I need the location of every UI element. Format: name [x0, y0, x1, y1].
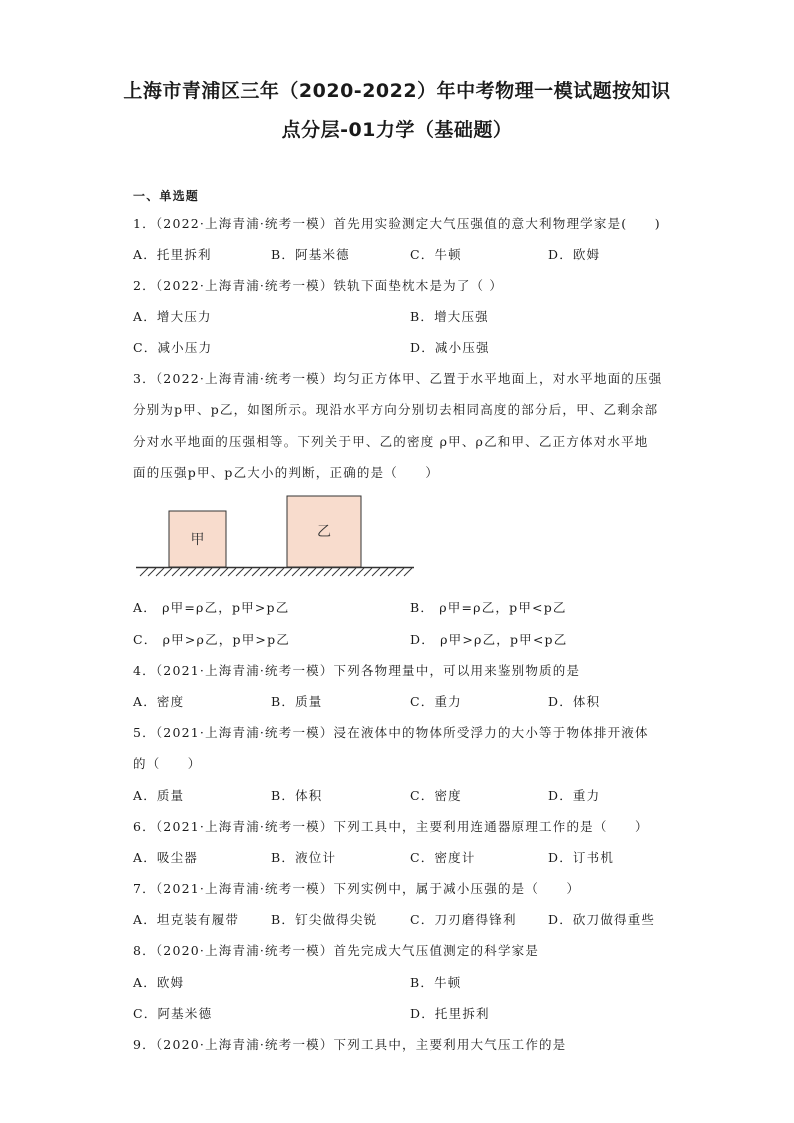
- question-5-stem-line-1: 5．（2021·上海青浦·统考一模）浸在液体中的物体所受浮力的大小等于物体排开液体: [133, 725, 649, 740]
- question-3-option-d: D． ρ甲>ρ乙，p甲<p乙: [410, 632, 568, 647]
- cube-yi-label: 乙: [317, 524, 331, 540]
- question-4-option-c: C．重力: [410, 694, 462, 709]
- question-6-option-b: B．液位计: [271, 850, 337, 865]
- cube-jia-label: 甲: [190, 532, 205, 548]
- question-3-option-a: A． ρ甲=ρ乙，p甲>p乙: [133, 600, 290, 615]
- question-6-option-c: C．密度计: [410, 850, 476, 865]
- question-7-option-c: C．刀刃磨得锋利: [410, 912, 517, 927]
- question-2-option-b: B．增大压强: [410, 309, 489, 324]
- question-7-stem: 7．（2021·上海青浦·统考一模）下列实例中，属于减小压强的是（ ）: [133, 881, 581, 896]
- question-5-option-d: D．重力: [548, 788, 601, 803]
- cubes-figure: [136, 495, 416, 577]
- question-3-stem-line-1: 3．（2022·上海青浦·统考一模）均匀正方体甲、乙置于水平地面上，对水平地面的压强: [133, 371, 663, 386]
- question-1-option-a: A．托里拆利: [133, 247, 212, 262]
- document-title-line-1: 上海市青浦区三年（2020-2022）年中考物理一模试题按知识: [123, 80, 671, 102]
- question-9-stem: 9．（2020·上海青浦·统考一模）下列工具中，主要利用大气压工作的是: [133, 1037, 567, 1052]
- question-7-option-b: B．钉尖做得尖锐: [271, 912, 378, 927]
- question-2-stem: 2．（2022·上海青浦·统考一模）铁轨下面垫枕木是为了（ ）: [133, 278, 504, 293]
- question-5-option-b: B．体积: [271, 788, 323, 803]
- question-6-stem: 6．（2021·上海青浦·统考一模）下列工具中，主要利用连通器原理工作的是（ ）: [133, 819, 649, 834]
- question-6-option-d: D．订书机: [548, 850, 615, 865]
- question-5-option-a: A．质量: [133, 788, 185, 803]
- question-1-option-b: B．阿基米德: [271, 247, 350, 262]
- question-3-stem-line-4: 面的压强p甲、p乙大小的判断，正确的是（ ）: [133, 465, 440, 480]
- question-3-stem-line-3: 分对水平地面的压强相等。下列关于甲、乙的密度 ρ甲、ρ乙和甲、乙正方体对水平地: [133, 434, 649, 449]
- question-7-option-d: D．砍刀做得重些: [548, 912, 656, 927]
- question-8-stem: 8．（2020·上海青浦·统考一模）首先完成大气压值测定的科学家是: [133, 943, 540, 958]
- question-4-option-b: B．质量: [271, 694, 323, 709]
- question-8-option-b: B．牛顿: [410, 975, 462, 990]
- question-5-stem-line-2: 的（ ）: [133, 756, 202, 771]
- question-1-stem: 1．（2022·上海青浦·统考一模）首先用实验测定大气压强值的意大利物理学家是( ): [133, 216, 661, 231]
- question-4-stem: 4．（2021·上海青浦·统考一模）下列各物理量中，可以用来鉴别物质的是: [133, 663, 581, 678]
- section-heading: 一、单选题: [133, 189, 200, 203]
- question-3-stem-line-2: 分别为p甲、p乙，如图所示。现沿水平方向分别切去相同高度的部分后，甲、乙剩余部: [133, 402, 659, 417]
- question-4-option-d: D．体积: [548, 694, 601, 709]
- question-5-option-c: C．密度: [410, 788, 462, 803]
- question-6-option-a: A．吸尘器: [133, 850, 199, 865]
- ground-hatching: [140, 568, 412, 576]
- question-8-option-c: C．阿基米德: [133, 1006, 213, 1021]
- question-1-option-d: D．欧姆: [548, 247, 601, 262]
- question-7-option-a: A．坦克装有履带: [133, 912, 240, 927]
- question-3-option-b: B． ρ甲=ρ乙，p甲<p乙: [410, 600, 567, 615]
- question-1-option-c: C．牛顿: [410, 247, 462, 262]
- question-3-option-c: C． ρ甲>ρ乙，p甲>p乙: [133, 632, 290, 647]
- question-2-option-c: C．减小压力: [133, 340, 213, 355]
- question-8-option-d: D．托里拆利: [410, 1006, 490, 1021]
- document-title-line-2: 点分层-01力学（基础题）: [281, 119, 513, 141]
- question-2-option-a: A．增大压力: [133, 309, 212, 324]
- question-2-option-d: D．减小压强: [410, 340, 490, 355]
- question-8-option-a: A．欧姆: [133, 975, 185, 990]
- question-4-option-a: A．密度: [133, 694, 185, 709]
